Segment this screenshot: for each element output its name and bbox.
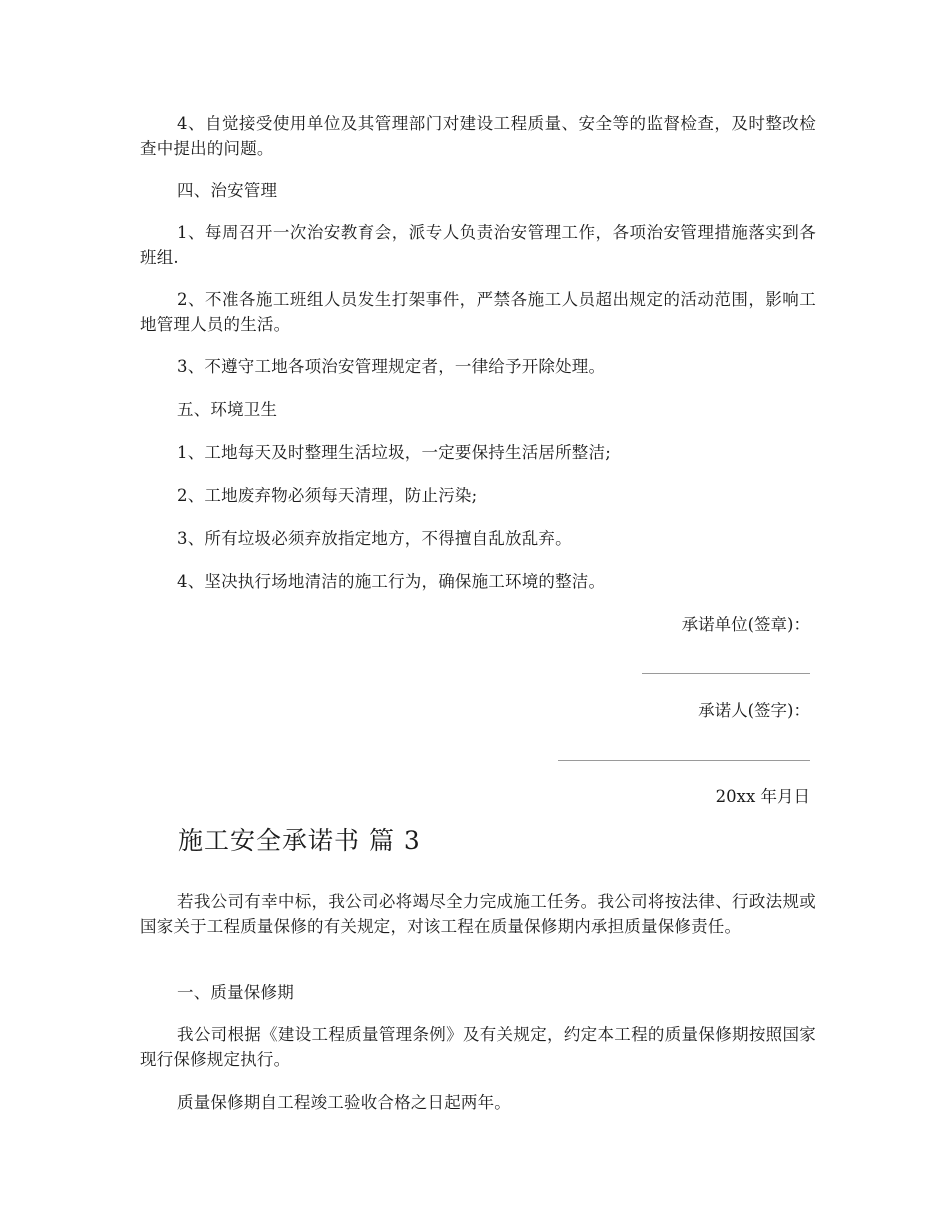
paragraph-warranty-terms: 我公司根据《建设工程质量管理条例》及有关规定，约定本工程的质量保修期按照国家现行保修规定执行。 (140, 1025, 816, 1069)
paragraph-security-3: 3、不遵守工地各项治安管理规定者，一律给予开除处理。 (177, 357, 606, 376)
paragraph-environment-4: 4、坚决执行场地清洁的施工行为，确保施工环境的整洁。 (177, 572, 606, 591)
section-heading-environment: 五、环境卫生 (177, 400, 278, 419)
paragraph-environment-1: 1、工地每天及时整理生活垃圾，一定要保持生活居所整洁; (177, 443, 611, 462)
paragraph-intro: 若我公司有幸中标，我公司必将竭尽全力完成施工任务。我公司将按法律、行政法规或国家关于工程质量保修的有关规定，对该工程在质量保修期内承担质量保修责任。 (140, 892, 816, 936)
paragraph-item-4: 4、自觉接受使用单位及其管理部门对建设工程质量、安全等的监督检查，及时整改检查中提出的问题。 (140, 114, 816, 158)
paragraph-security-1: 1、每周召开一次治安教育会，派专人负责治安管理工作，各项治安管理措施落实到各班组. (140, 223, 816, 267)
paragraph-environment-2: 2、工地废弃物必须每天清理，防止污染; (177, 486, 478, 505)
document-title: 施工安全承诺书 篇 3 (178, 826, 421, 855)
signature-unit-label: 承诺单位(签章)： (681, 615, 810, 634)
signature-unit-line (642, 673, 810, 674)
signature-date: 20xx 年月日 (715, 787, 810, 806)
paragraph-security-2: 2、不准各施工班组人员发生打架事件，严禁各施工人员超出规定的活动范围，影响工地管理人员的生活。 (140, 290, 816, 334)
signature-person-line (558, 760, 810, 761)
section-heading-security: 四、治安管理 (177, 181, 278, 200)
paragraph-warranty-duration: 质量保修期自工程竣工验收合格之日起两年。 (177, 1093, 511, 1112)
section-heading-warranty-period: 一、质量保修期 (177, 983, 294, 1002)
signature-person-label: 承诺人(签字)： (698, 701, 810, 720)
paragraph-environment-3: 3、所有垃圾必须弃放指定地方，不得擅自乱放乱弃。 (177, 529, 572, 548)
